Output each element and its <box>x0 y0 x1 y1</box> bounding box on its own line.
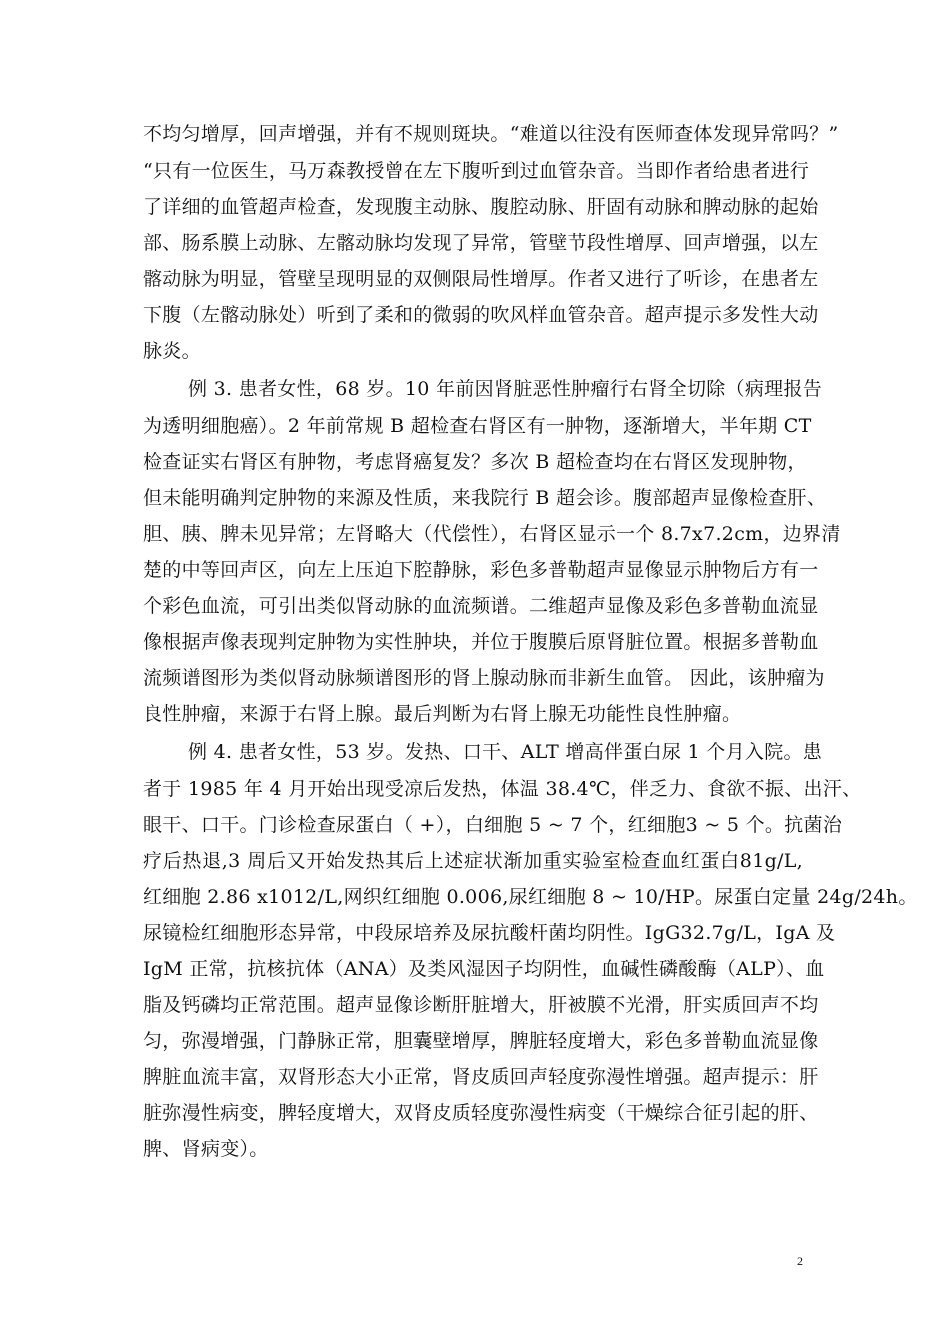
text-line: 个彩色血流，可引出类似肾动脉的血流频谱。二维超声显像及彩色多普勒血流显 <box>143 595 819 617</box>
text-line: 部、肠系膜上动脉、左髂动脉均发现了异常，管壁节段性增厚、回声增强，以左 <box>143 232 819 254</box>
text-line: 疗后热退,3 周后又开始发热其后上述症状渐加重实验室检查血红蛋白81g/L, <box>143 850 803 872</box>
text-line: 者于 1985 年 4 月开始出现受凉后发热，体温 38.4℃，伴乏力、食欲不振、出汗、 <box>143 778 862 800</box>
text-line: IgM 正常，抗核抗体（ANA）及类风湿因子均阴性，血碱性磷酸酶（ALP）、血 <box>143 958 825 980</box>
text-line: 良性肿瘤，来源于右肾上腺。最后判断为右肾上腺无功能性良性肿瘤。 <box>143 703 742 725</box>
text-line: 脾脏血流丰富，双肾形态大小正常，肾皮质回声轻度弥漫性增强。超声提示：肝 <box>143 1066 819 1088</box>
text-line: 不均匀增厚，回声增强，并有不规则斑块。“难道以往没有医师查体发现异常吗？” <box>143 123 839 145</box>
text-line: 匀，弥漫增强，门静脉正常，胆囊壁增厚，脾脏轻度增大，彩色多普勒血流显像 <box>143 1030 819 1052</box>
text-line: 红细胞 2.86 x1012/L,网织红细胞 0.006,尿红细胞 8 ~ 10/HP。尿蛋白定量 24g/24h。 <box>143 886 918 908</box>
text-line: 脂及钙磷均正常范围。超声显像诊断肝脏增大，肝被膜不光滑，肝实质回声不均 <box>143 994 819 1016</box>
case-4-heading-line: 例 4. 患者女性，53 岁。发热、口干、ALT 增高伴蛋白尿 1 个月入院。患 <box>188 741 823 763</box>
text-line: 下腹（左髂动脉处）听到了柔和的微弱的吹风样血管杂音。超声提示多发性大动 <box>143 304 819 326</box>
text-line: 了详细的血管超声检查，发现腹主动脉、腹腔动脉、肝固有动脉和脾动脉的起始 <box>143 196 819 218</box>
text-line: 脾、肾病变）。 <box>143 1138 269 1160</box>
text-line: 髂动脉为明显，管壁呈现明显的双侧限局性增厚。作者又进行了听诊，在患者左 <box>143 268 819 290</box>
text-line: 流频谱图形为类似肾动脉频谱图形的肾上腺动脉而非新生血管。 因此，该肿瘤为 <box>143 667 825 689</box>
text-line: 为透明细胞癌）。2 年前常规 B 超检查右肾区有一肿物，逐渐增大，半年期 CT <box>143 415 812 437</box>
text-line: 但未能明确判定肿物的来源及性质，来我院行 B 超会诊。腹部超声显像检查肝、 <box>143 487 827 509</box>
text-line: 脉炎。 <box>143 340 201 362</box>
case-3-heading-line: 例 3. 患者女性，68 岁。10 年前因肾脏恶性肿瘤行右肾全切除（病理报告 <box>188 378 823 400</box>
text-line: 脏弥漫性病变，脾轻度增大，双肾皮质轻度弥漫性病变（干燥综合征引起的肝、 <box>143 1102 819 1124</box>
text-line: 尿镜检红细胞形态异常，中段尿培养及尿抗酸杆菌均阴性。IgG32.7g/L，IgA 及 <box>143 922 836 944</box>
text-line: 胆、胰、脾未见异常；左肾略大（代偿性），右肾区显示一个 8.7x7.2cm，边界清 <box>143 523 841 545</box>
text-line: “只有一位医生，马万森教授曾在左下腹听到过血管杂音。当即作者给患者进行 <box>143 160 810 182</box>
page-number: 2 <box>797 1254 803 1268</box>
text-line: 检查证实右肾区有肿物，考虑肾癌复发？多次 B 超检查均在右肾区发现肿物， <box>143 451 807 473</box>
text-line: 像根据声像表现判定肿物为实性肿块，并位于腹膜后原肾脏位置。根据多普勒血 <box>143 631 819 653</box>
text-line: 眼干、口干。门诊检查尿蛋白（ +），白细胞 5 ~ 7 个，红细胞3 ~ 5 个。抗菌治 <box>143 814 843 836</box>
text-line: 楚的中等回声区，向左上压迫下腔静脉，彩色多普勒超声显像显示肿物后方有一 <box>143 559 819 581</box>
